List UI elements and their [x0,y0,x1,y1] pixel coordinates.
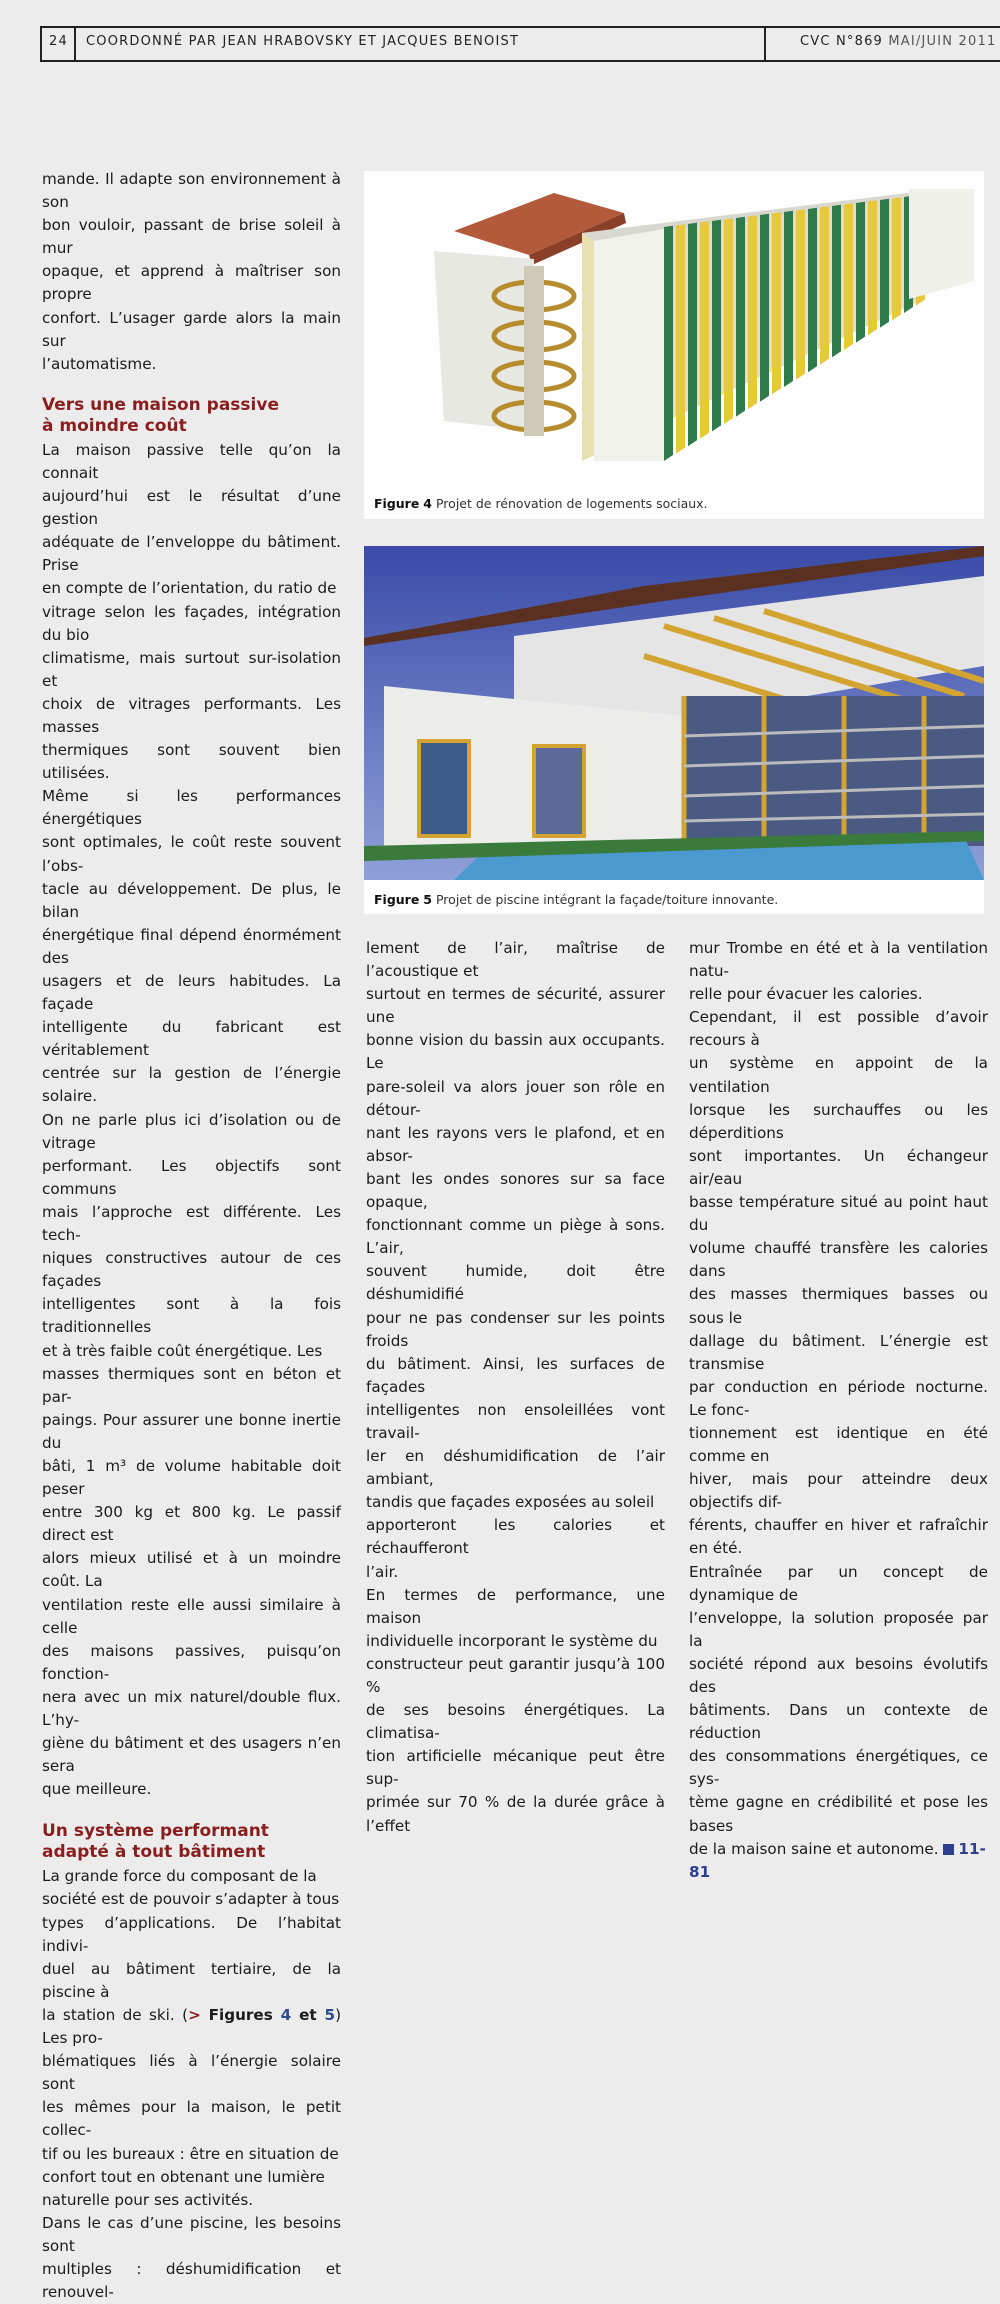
text-line: basse température situé au point haut du [689,1193,988,1235]
text-line: intelligentes sont à la fois traditionnelles [42,1295,341,1337]
text-line: opaque, et apprend à maîtriser son propre [42,262,341,304]
section-title-line: adapté à tout bâtiment [42,1842,266,1863]
text-line: aujourd’hui est le résultat d’une gestion [42,487,341,529]
text-line: Entraînée par un concept de dynamique de [689,1562,988,1604]
facade-panel [664,226,673,461]
text-line: Dans le cas d’une piscine, les besoins sont [42,2213,341,2255]
text-line: niques constructives autour de ces façades [42,1249,341,1291]
text-line: l’automatisme. [42,354,157,373]
figure-label: Figure [374,496,420,511]
text-line: naturelle pour ses activités. [42,2190,254,2209]
text-line: mande. Il adapte son environnement à son [42,170,341,212]
text-span: la station de ski. ( [42,2005,189,2024]
figure-label: Figure [374,892,420,907]
column-2 [366,937,665,1838]
text-line: bonne vision du bassin aux occupants. Le [366,1031,665,1073]
text-line: Cependant, il est possible d’avoir recours à [689,1008,988,1050]
issue-date: MAI/JUIN 2011 [888,34,997,49]
facade-panel [784,211,793,387]
facade-panel [712,220,721,432]
figure-reference-line [42,2004,341,2050]
text-line: apporteront les calories et réchaufferont [366,1516,665,1558]
text-line: énergétique final dépend énormément des [42,925,341,967]
text-line: nant les rayons vers le plafond, et en absor- [366,1123,665,1165]
text-line: par conduction en période nocturne. Le fonc- [689,1377,988,1419]
text-line: confort tout en obtenant une lumière [42,2167,325,2186]
text-line: relle pour évacuer les calories. [689,985,923,1004]
figure-4-image [364,171,984,471]
text-line: choix de vitrages performants. Les masses [42,694,341,736]
facade-panel [808,208,817,372]
header-divider [764,28,766,60]
text-line: pare-soleil va alors jouer son rôle en détour- [366,1077,665,1119]
text-line: nera avec un mix naturel/double flux. L’hy- [42,1687,341,1729]
text-line: giène du bâtiment et des usagers n’en sera [42,1734,341,1776]
text-line: thermiques sont souvent bien utilisées. [42,741,341,783]
facade-panel [724,218,733,424]
section-title-system [42,1821,341,1863]
text-line: types d’applications. De l’habitat indivi- [42,1913,341,1955]
text-line: du bâtiment. Ainsi, les surfaces de façades [366,1354,665,1396]
text-line: adéquate de l’enveloppe du bâtiment. Prise [42,533,341,575]
text-line: férents, chauffer en hiver et rafraîchir en été. [689,1516,988,1558]
figure-4-link[interactable]: 4 [280,2005,292,2024]
text-line: tandis que façades exposées au soleil [366,1493,655,1512]
section-title-line: à moindre coût [42,415,187,436]
facade-panel [820,206,829,364]
text-line: blématiques liés à l’énergie solaire sont [42,2052,341,2094]
facade-panel [832,205,841,358]
figure-5 [364,546,984,914]
figure-5-caption [374,892,778,907]
article-reference: 11-81 [689,1839,986,1881]
text-line: en compte de l’orientation, du ratio de [42,579,337,598]
header-rule-bottom [40,60,1000,62]
text-line: sont optimales, le coût reste souvent l’obs- [42,833,341,875]
text-line: dallage du bâtiment. L’énergie est transmise [689,1331,988,1373]
text-line: de ses besoins énergétiques. La climatisa- [366,1701,665,1743]
facade-panel [856,202,865,343]
text-line: un système en appoint de la ventilation [689,1054,988,1096]
facade-panel [676,224,685,453]
text-line: lement de l’air, maîtrise de l’acoustique et [366,939,665,981]
text-line: des maisons passives, puisqu’on fonction- [42,1641,341,1683]
text-line: bâtiments. Dans un contexte de réduction [689,1701,988,1743]
figure-caption-text: Projet de rénovation de logements sociaux. [435,496,708,511]
text-line: intelligentes non ensoleillées vont travail- [366,1400,665,1442]
section-title-line: Un système performant [42,1821,269,1842]
arrow-icon: > [188,2005,201,2024]
text-line: confort. L’usager garde alors la main sur [42,308,341,350]
facade-panel [700,221,709,438]
section-title-line: Vers une maison passive [42,394,279,415]
text-line: hiver, mais pour atteindre deux objectifs dif- [689,1470,988,1512]
text-line: surtout en termes de sécurité, assurer une [366,985,665,1027]
facade-panel [880,199,889,328]
text-line: constructeur peut garantir jusqu’à 100 % [366,1654,665,1696]
figures-ref-label: Figures [200,2005,281,2024]
text-line: ventilation reste elle aussi similaire à celle [42,1595,341,1637]
text-line: tion artificielle mécanique peut être sup- [366,1747,665,1789]
facade-panel [868,200,877,335]
text-line: bon vouloir, passant de brise soleil à mur [42,216,341,258]
text-line: des masses thermiques basses ou sous le [689,1285,988,1327]
text-line: société répond aux besoins évolutifs des [689,1654,988,1696]
section-passive-body [42,439,341,1802]
facade-panel [844,203,853,350]
text-line: usagers et de leurs habitudes. La façade [42,972,341,1014]
column-1 [42,168,341,2304]
closing-line [689,1838,988,1884]
text-line: intelligente du fabricant est véritablement [42,1018,341,1060]
header-coordinators: COORDONNÉ PAR JEAN HRABOVSKY ET JACQUES BENOIST [86,34,520,49]
text-line: En termes de performance, une maison [366,1585,665,1627]
text-line: Même si les performances énergétiques [42,787,341,829]
text-line: volume chauffé transfère les calories dans [689,1239,988,1281]
header-magazine [800,34,996,49]
text-line: bâti, 1 m³ de volume habitable doit peser [42,1456,341,1499]
header-divider [74,28,76,60]
text-line: climatisme, mais surtout sur-isolation et [42,648,341,690]
section-system-body-cont [42,2050,341,2304]
text-line: l’enveloppe, la solution proposée par la [689,1608,988,1650]
figure-4 [364,171,984,519]
text-line: multiples : déshumidification et renouvel- [42,2259,341,2302]
text-span: ) Les pro- [42,2005,341,2048]
facade-panel [688,223,697,446]
figure-caption-text: Projet de piscine intégrant la façade/toiture innovante. [435,892,779,907]
text-line: masses thermiques sont en béton et par- [42,1364,341,1406]
facade-panel [748,215,757,409]
text-line: et à très faible coût énergétique. Les [42,1341,323,1360]
text-line: tacle au développement. De plus, le bilan [42,879,341,921]
text-line: alors mieux utilisé et à un moindre coût. La [42,1549,341,1591]
page-number: 24 [49,34,68,49]
facade-panel [892,197,901,320]
column-3 [689,937,988,1884]
header-divider [40,28,42,60]
text-line: tionnement est identique en été comme en [689,1423,988,1466]
facade-panel [760,214,769,402]
text-span: et [291,2005,325,2024]
text-line: que meilleure. [42,1780,152,1799]
figure-5-link[interactable]: 5 [324,2005,336,2024]
text-line: les mêmes pour la maison, le petit collec- [42,2098,341,2140]
end-square-icon [943,1844,954,1855]
text-line: l’air. [366,1562,399,1581]
text-line: On ne parle plus ici d’isolation ou de vitrage [42,1110,341,1152]
text-line: performant. Les objectifs sont communs [42,1156,341,1198]
text-line: lorsque les surchauffes ou les déperditions [689,1100,988,1142]
text-line: mais l’approche est différente. Les tech- [42,1202,341,1245]
figure-number: 5 [423,892,432,907]
text-line: La maison passive telle qu’on la connait [42,440,341,482]
text-line: sont importantes. Un échangeur air/eau [689,1146,988,1188]
header-rule-top [40,26,1000,28]
text-line: tif ou les bureaux : être en situation de [42,2144,339,2163]
figure-number: 4 [423,496,432,511]
text-span: de la maison saine et autonome. [689,1839,939,1858]
text-line: centrée sur la gestion de l’énergie solaire. [42,1064,341,1106]
text-line: mur Trombe en été et à la ventilation natu- [689,939,988,981]
text-line: primée sur 70 % de la durée grâce à l’effet [366,1793,665,1835]
magazine-issue: CVC N°869 [800,34,884,49]
facade-panel [736,217,745,417]
text-line: entre 300 kg et 800 kg. Le passif direct est [42,1503,341,1545]
text-line: des consommations énergétiques, ce sys- [689,1747,988,1789]
text-line: vitrage selon les façades, intégration du bio [42,602,341,644]
facade-panel [796,209,805,379]
text-line: fonctionnant comme un piège à sons. L’air, [366,1216,665,1258]
section-system-body [42,1865,341,2004]
text-line: souvent humide, doit être déshumidifié [366,1262,665,1304]
intro-paragraph [42,168,341,376]
figure-4-caption [374,496,708,511]
text-line: pour ne pas condenser sur les points froids [366,1308,665,1350]
text-line: duel au bâtiment tertiaire, de la piscine à [42,1959,341,2001]
text-line: société est de pouvoir s’adapter à tous [42,1890,340,1909]
text-line: paings. Pour assurer une bonne inertie du [42,1410,341,1452]
text-line: La grande force du composant de la [42,1867,317,1886]
column-3-body [689,937,988,1838]
facade-panel [772,212,781,394]
section-title-passive [42,395,341,437]
text-line: ler en déshumidification de l’air ambiant, [366,1447,665,1489]
text-line: tème gagne en crédibilité et pose les bases [689,1793,988,1835]
figure-5-image [364,546,984,880]
text-line: bant les ondes sonores sur sa face opaque, [366,1169,665,1212]
text-line: individuelle incorporant le système du [366,1631,658,1650]
